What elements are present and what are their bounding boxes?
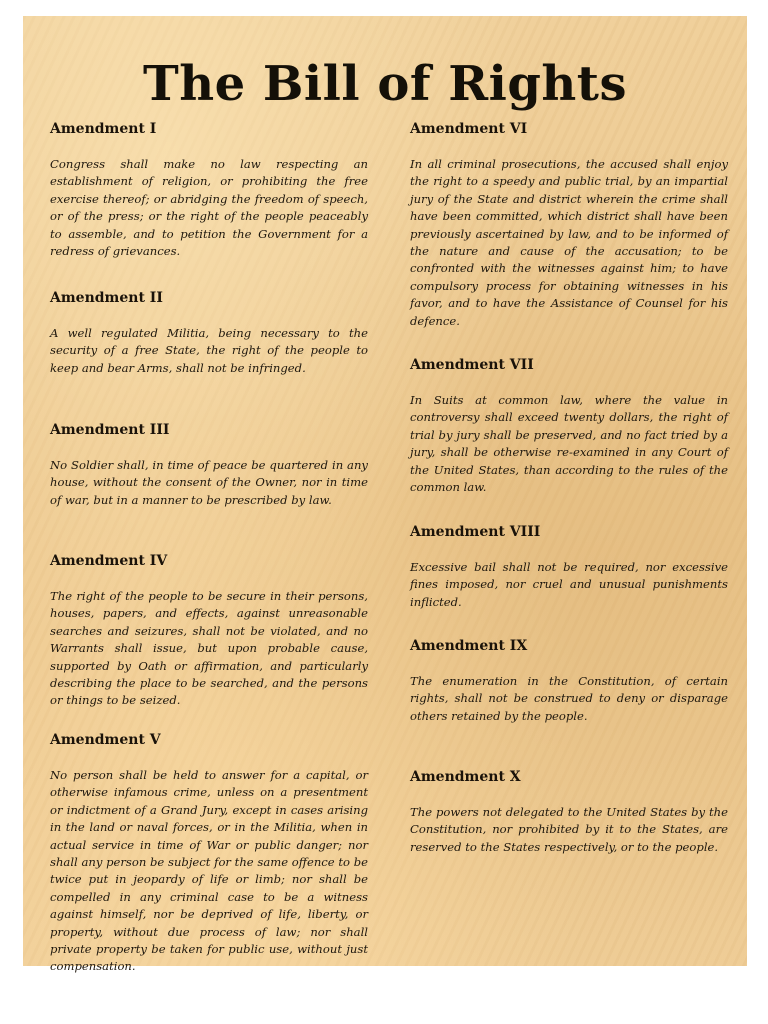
amendment-9 <box>410 637 728 725</box>
amendment-text: In all criminal prosecutions, the accused shall enjoy the right to a speedy and public trial, by an impartial jury of the State and district wherein the crime shall have been committed, which district shall have been previously ascertained by law, and to be informed of the nature and cause of the accusation; to be confronted with the witnesses against him; to have compulsory process for obtaining witnesses in his favor, and to have the Assistance of Counsel for his defence. <box>410 157 728 328</box>
amendment-4 <box>50 552 368 710</box>
amendment-heading: Amendment III <box>50 422 170 438</box>
amendment-heading: Amendment VII <box>410 357 534 373</box>
amendment-text: No person shall be held to answer for a capital, or otherwise infamous crime, unless on a presentment or indictment of a Grand Jury, except in cases arising in the land or naval forces, or in the Militia, when in actual service in time of War or public danger; nor shall any person be subject for the same offence to be twice put in jeopardy of life or limb; nor shall be compelled in any criminal case to be a witness against himself, nor be deprived of life, liberty, or property, without due process of law; nor shall private property be taken for public use, without just compensation. <box>50 768 368 974</box>
amendment-heading: Amendment IX <box>410 638 528 654</box>
amendment-heading: Amendment II <box>50 290 163 306</box>
amendment-text: In Suits at common law, where the value in controversy shall exceed twenty dollars, the right of trial by jury shall be preserved, and no fact tried by a jury, shall be otherwise re-examined in any Court of the United States, than according to the rules of the common law. <box>410 393 728 495</box>
amendment-text: No Soldier shall, in time of peace be quartered in any house, without the consent of the Owner, nor in time of war, but in a manner to be prescribed by law. <box>50 458 368 507</box>
amendment-heading: Amendment V <box>50 732 161 748</box>
amendment-1 <box>50 120 368 260</box>
document-page <box>23 16 747 974</box>
amendment-6 <box>410 120 728 330</box>
amendment-5 <box>50 731 368 976</box>
document-title: The Bill of Rights <box>142 56 627 112</box>
amendment-heading: Amendment I <box>50 121 157 137</box>
amendment-text: Excessive bail shall not be required, nor excessive fines imposed, nor cruel and unusual punishments inflicted. <box>410 560 728 609</box>
amendment-10 <box>410 768 728 856</box>
amendment-text: The enumeration in the Constitution, of certain rights, shall not be construed to deny or disparage others retained by the people. <box>410 674 728 723</box>
amendment-text: Congress shall make no law respecting an establishment of religion, or prohibiting the free exercise thereof; or abridging the freedom of speech, or of the press; or the right of the people peaceably to assemble, and to petition the Government for a redress of grievances. <box>50 157 368 259</box>
amendment-heading: Amendment VIII <box>410 524 541 540</box>
amendment-2 <box>50 289 368 377</box>
amendment-text: A well regulated Militia, being necessary to the security of a free State, the right of the people to keep and bear Arms, shall not be infringed. <box>50 326 368 375</box>
amendment-heading: Amendment VI <box>410 121 528 137</box>
amendment-text: The powers not delegated to the United States by the Constitution, nor prohibited by it to the States, are reserved to the States respectively, or to the people. <box>410 805 728 854</box>
amendment-heading: Amendment IV <box>50 553 168 569</box>
amendment-heading: Amendment X <box>410 769 521 785</box>
amendment-text: The right of the people to be secure in their persons, houses, papers, and effects, against unreasonable searches and seizures, shall not be violated, and no Warrants shall issue, but upon probable cause, supported by Oath or affirmation, and particularly describing the place to be searched, and the persons or things to be seized. <box>50 589 368 708</box>
amendment-8 <box>410 523 728 611</box>
amendment-7 <box>410 356 728 496</box>
amendment-3 <box>50 421 368 509</box>
